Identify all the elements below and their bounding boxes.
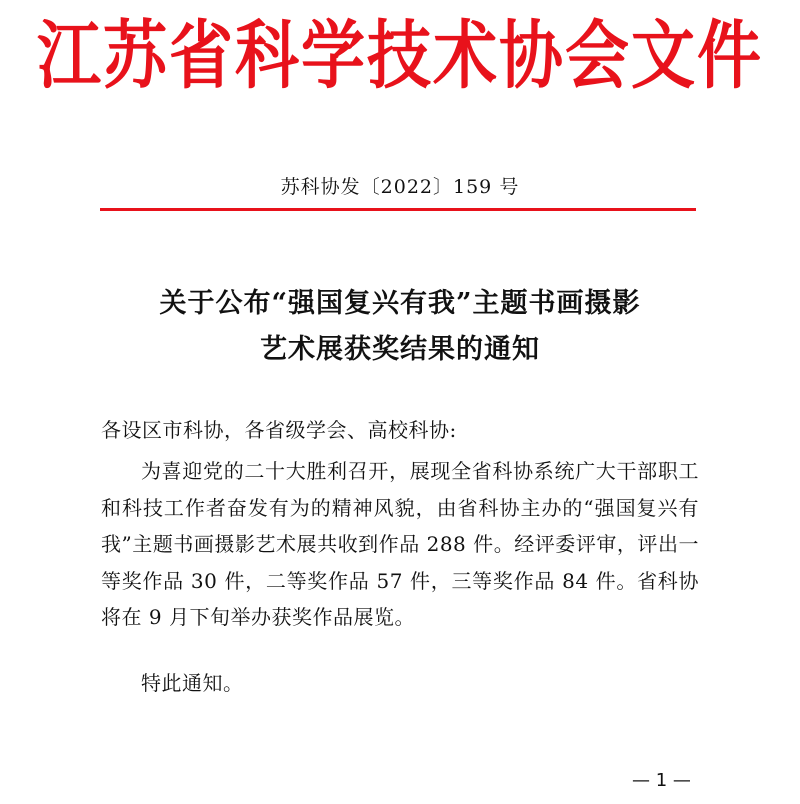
page-number: — 1 — [632,770,691,791]
notice-title-line-1: 关于公布“强国复兴有我”主题书画摄影 [159,288,641,319]
document-header-title: 江苏省科学技术协会文件 [37,13,763,100]
salutation: 各设区市科协，各省级学会、高校科协: [101,418,457,442]
notice-title-line-2: 艺术展获奖结果的通知 [260,334,540,365]
document-number: 苏科协发〔2022〕159 号 [280,176,520,198]
red-divider-rule [100,208,696,211]
body-paragraph: 为喜迎党的二十大胜利召开，展现全省科协系统广大干部职工和科技工作者奋发有为的精神风貌，由省科协主办的“强国复兴有我”主题书画摄影艺术展共收到作品 288 件。经评委评审，评出一等奖作品 30 件，二等奖作品 57 件，三等奖作品 84 件。省科协将在 9 月下旬举办获奖作品展览。 [101,459,699,630]
closing-line: 特此通知。 [141,671,244,695]
